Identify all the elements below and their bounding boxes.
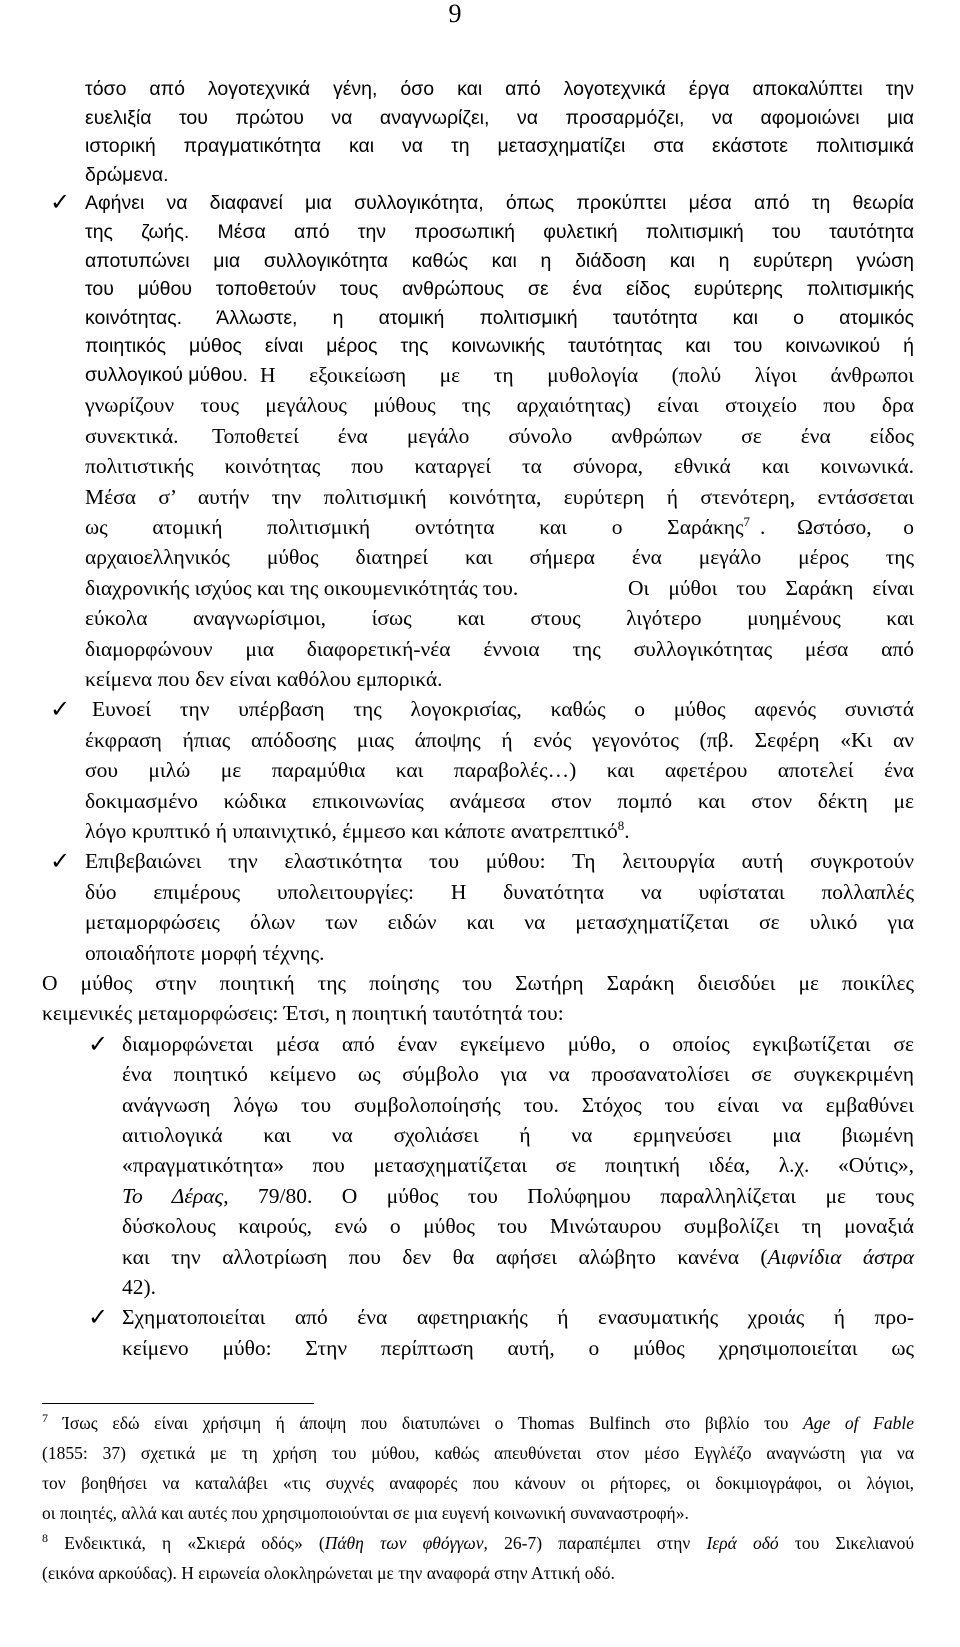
page-number: 9 bbox=[448, 0, 462, 28]
text-line: Τοποθετεί ένα μεγάλο σύνολο ανθρώπων σε ένα είδος bbox=[212, 424, 914, 448]
text-line: δοκιμασμένο κώδικα επικοινωνίας ανάμεσα στον πομπό και στον δέκτη με bbox=[85, 789, 914, 813]
text-line: τόσο από λογοτεχνικά γένη, όσο και από λογοτεχνικά έργα αποκαλύπτει την bbox=[85, 78, 914, 100]
text-line: Ευνοεί την υπέρβαση της λογοκρισίας, καθώς ο μύθος αφενός συνιστά bbox=[92, 697, 914, 721]
text-line: Επιβεβαιώνει την ελαστικότητα του μύθου: Τη λειτουργία αυτή συγκροτούν bbox=[85, 849, 914, 873]
footnote-number: 7 bbox=[42, 1411, 48, 1426]
text-line: (εικόνα αρκούδας). Η ειρωνεία ολοκληρώνεται με την αναφορά στην Αττική οδό. bbox=[42, 1563, 615, 1583]
text-line: δύο επιμέρους υπολειτουργίες: Η δυνατότητα να υφίσταται πολλαπλές bbox=[85, 880, 914, 904]
footnote-8: $^8$ Ενδεικτικά, η «Σκιερά οδός» (Πάθη των φθόγγων, 26-7) παραπέμπει στην Ιερά οδό του Σικελιανού bbox=[42, 1531, 914, 1553]
text-line: οι ποιητές, αλλά και αυτές που χρησιμοποιούνται σε μια ευγενή κοινωνική συναναστροφή». bbox=[42, 1503, 689, 1523]
text-line: Σχηματοποιείται από ένα αφετηριακής ή ενασυματικής χροιάς ή προ- bbox=[122, 1305, 914, 1329]
text-line: Οι μύθοι του Σαράκη είναι bbox=[628, 576, 914, 600]
text-line: Μέσα σ’ αυτήν την πολιτισμική κοινότητα, ευρύτερη ή στενότερη, εντάσσεται bbox=[85, 485, 914, 509]
checkmark-icon: ✓ bbox=[50, 188, 71, 216]
text-line: ιστορική πραγματικότητα και να τη μετασχηματίζει στα εκάστοτε πολιτισμικά bbox=[85, 135, 914, 157]
text-line: σου μιλώ με παραμύθια και παραβολές…) και αφετέρου αποτελεί ένα bbox=[85, 758, 914, 782]
text-line: συλλογικού μύθου. bbox=[85, 364, 248, 386]
text-line: ως ατομική πολιτισμική οντότητα και ο Σαράκης$^7$ bbox=[85, 514, 750, 539]
text-line: τον βοηθήσει να καταλάβει «τις συχνές αναφορές που κάνουν οι ρήτορες, οι δοκιμιογράφοι, οι λόγιοι, bbox=[42, 1473, 914, 1493]
book-title: Ιερά οδό bbox=[706, 1533, 779, 1553]
text-line: ανάγνωση λόγω του συμβολοποίησής του. Στόχος του είναι να εμβαθύνει bbox=[122, 1093, 914, 1117]
text-line: διαμορφώνεται μέσα από έναν εγκείμενο μύθο, ο οποίος εγκιβωτίζεται σε bbox=[122, 1032, 914, 1056]
text-line: πολιτιστικής κοινότητας που καταργεί τα σύνορα, εθνικά και κοινωνικά. bbox=[85, 454, 914, 478]
footnote-ref-7: 7 bbox=[743, 514, 750, 529]
text-line: 42). bbox=[122, 1275, 157, 1299]
text-line: διαχρονικής ισχύος και της οικουμενικότητάς του. bbox=[85, 576, 519, 600]
text-line: ένα ποιητικό κείμενο ως σύμβολο για να προσανατολίσει σε συγκεκριμένη bbox=[122, 1062, 914, 1086]
text-line: «πραγματικότητα» που μετασχηματίζεται σε ποιητική ιδέα, λ.χ. «Ούτις», bbox=[122, 1153, 914, 1177]
text-line: αρχαιοελληνικός μύθος διατηρεί και σήμερα ένα μεγάλο μέρος της bbox=[85, 545, 914, 569]
text-line: δύσκολους καιρούς, ενώ ο μύθος του Μινώταυρου συμβολίζει τη μοναξιά bbox=[122, 1214, 914, 1238]
text-line: αιτιολογικά και να σχολιάσει ή να ερμηνεύσει μια βιωμένη bbox=[122, 1123, 914, 1147]
text-line: κείμενα που δεν είναι καθόλου εμπορικά. bbox=[85, 667, 443, 691]
text-line: αποτυπώνει μια συλλογικότητα καθώς και η διάδοση και η ευρύτερη γνώση bbox=[85, 250, 914, 272]
text-line: και την αλλοτρίωση που δεν θα αφήσει αλώβητο κανένα (Αιφνίδια άστρα bbox=[122, 1245, 915, 1269]
text-line: οποιαδήποτε μορφή τέχνης. bbox=[85, 941, 325, 965]
text-line: εύκολα αναγνωρίσιμοι, ίσως και στους λιγότερο μυημένους και bbox=[85, 606, 914, 630]
book-title: Το Δέρας bbox=[122, 1184, 224, 1208]
text-line: συνεκτικά. bbox=[85, 424, 179, 448]
text-line: διαμορφώνουν μια διαφορετική-νέα έννοια της συλλογικότητας μέσα από bbox=[85, 637, 914, 661]
book-title: Αιφνίδια άστρα bbox=[767, 1245, 915, 1269]
checkmark-icon: ✓ bbox=[88, 1303, 109, 1331]
text-line: γνωρίζουν τους μεγάλους μύθους της αρχαιότητας) είναι στοιχείο που δρα bbox=[85, 393, 914, 417]
text-line: του μύθου τοποθετούν τους ανθρώπους σε ένα είδος ευρύτερης πολιτισμικής bbox=[85, 278, 914, 300]
footnote-number: 8 bbox=[42, 1531, 48, 1546]
text-line: κείμενο μύθο: Στην περίπτωση αυτή, ο μύθος χρησιμοποιείται ως bbox=[122, 1336, 914, 1360]
text-line: κοινότητας. Άλλωστε, η ατομική πολιτισμική ταυτότητα και ο ατομικός bbox=[85, 307, 914, 329]
footnote-separator bbox=[42, 1403, 314, 1404]
checkmark-icon: ✓ bbox=[50, 847, 71, 875]
text-line: Η εξοικείωση με τη μυθολογία (πολύ λίγοι άνθρωποι bbox=[260, 363, 914, 387]
text-line: λόγο κρυπτικό ή υπαινιχτικό, έμμεσο και κάποτε ανατρεπτικό$^8$. bbox=[85, 818, 630, 843]
text-line: δρώμενα. bbox=[85, 164, 169, 186]
book-title: Πάθη των φθόγγων, bbox=[324, 1533, 488, 1553]
book-title: Age of Fable bbox=[803, 1413, 915, 1433]
text-line: μεταμορφώσεις όλων των ειδών και να μετασχηματίζεται σε υλικό για bbox=[85, 910, 914, 934]
text-line: ευελιξία του πρώτου να αναγνωρίζει, να προσαρμόζει, να αφομοιώνει μια bbox=[85, 107, 914, 129]
text-line: έκφραση ήπιας απόδοσης μιας άποψης ή ενός γεγονότος (πβ. Σεφέρη «Κι αν bbox=[85, 728, 914, 752]
footnote-7: $^7$ Ίσως εδώ είναι χρήσιμη ή άποψη που διατυπώνει ο Thomas Bulfinch στο βιβλίο του Age of Fable bbox=[42, 1411, 915, 1433]
text-line: ποιητικός μύθος είναι μέρος της κοινωνικής ταυτότητας και του κοινωνικού ή bbox=[85, 335, 914, 357]
text-line: κειμενικές μεταμορφώσεις: Έτσι, η ποιητική ταυτότητά του: bbox=[42, 1001, 564, 1025]
text-line: Αφήνει να διαφανεί μια συλλογικότητα, όπως προκύπτει μέσα από τη θεωρία bbox=[85, 192, 914, 214]
text-line: της ζωής. Μέσα από την προσωπική φυλετική πολιτισμική του ταυτότητα bbox=[85, 221, 914, 243]
checkmark-icon: ✓ bbox=[88, 1030, 109, 1058]
checkmark-icon: ✓ bbox=[50, 695, 71, 723]
text-line: (1855: 37) σχετικά με τη χρήση του μύθου, καθώς απευθύνεται στον μέσο Εγγλέζο αναγνώστη για να bbox=[42, 1443, 914, 1463]
text-line: Ο μύθος στην ποιητική της ποίησης του Σωτήρη Σαράκη διεισδύει με ποικίλες bbox=[42, 971, 914, 995]
footnote-ref-8: 8 bbox=[617, 818, 625, 833]
text-line: Το Δέρας, 79/80. Ο μύθος του Πολύφημου παραλληλίζεται με τους bbox=[122, 1184, 914, 1208]
text-line: . Ωστόσο, ο bbox=[760, 515, 914, 539]
